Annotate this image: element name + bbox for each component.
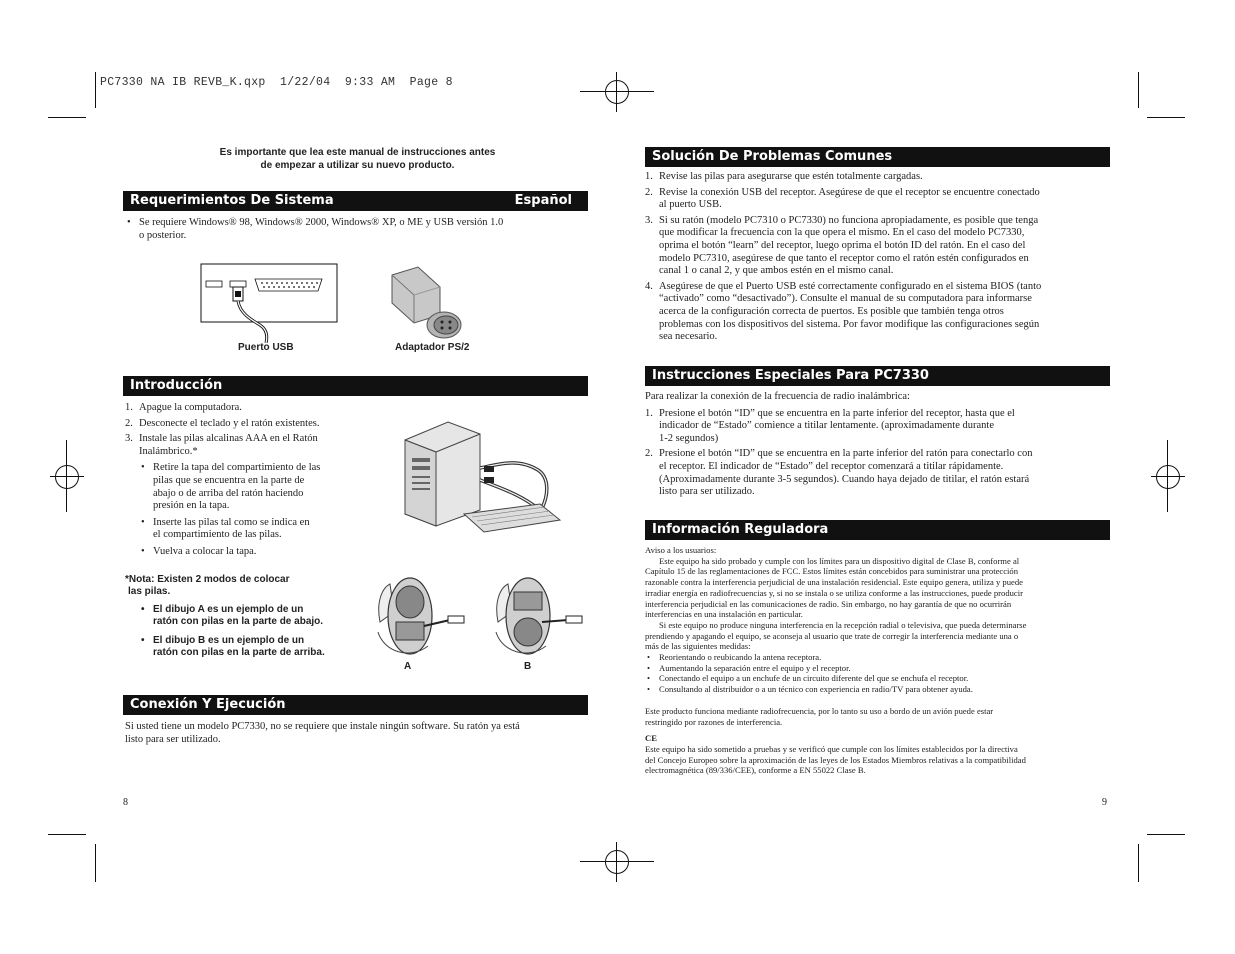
page-number-left: 8 [123,797,128,808]
list-item: • Vuelva a colocar la tapa. [141,545,257,557]
list-item: 1. Presione el botón “ID” que se encuentra en la parte inferior del receptor, hasta que el indicador de “Estado” comience a titilar lentamente. (aproximadamente durante 1-2 segundos) [645,407,1015,444]
list-item: • El dibujo B es un ejemplo de un ratón con pilas en la parte de arriba. [141,634,325,659]
intro-notice: Es importante que lea este manual de instrucciones antes de empezar a utilizar su nuevo producto. [219,147,496,171]
label-b: B [524,661,532,672]
list-item: • El dibujo A es un ejemplo de un ratón con pilas en la parte de abajo. [141,603,324,628]
section-header-regulatory [645,520,1110,540]
special-instructions: Para realizar la conexión de la frecuencia de radio inalámbrica: 1. Presione el botón “ID” que se encuentra en la parte inferior del receptor, hasta que el indicador de “Estado” comience a titilar lentamente. (aproximadamente durante 1-2 segundos) 2. Presione el botón “ID” que se encuentra en la parte inferior del ratón para conectarlo con el receptor. El indicador de “Estado” del receptor comenzará a titilar rápidamente. (Aproximadamente durante 3-5 segundos). Cuando haya dejado de titilar, el ratón estará listo para ser utilizado. [645,391,1110,499]
list-item: 4. Asegúrese de que el Puerto USB esté correctamente configurado en el sistema BIOS (tanto “activado” como “desactivado”). Consulte el manual de su computadora para informarse acerca de la configuración correcta de puertos. Es posible que también tenga otros problemas con los dispositivos del sistema. Por favor modifique las configuraciones según sea necesario. [645,280,1042,343]
language-label: Español [514,193,572,208]
crop-mark [48,117,86,118]
list-item: 1. Apague la computadora. [125,402,242,413]
section-title: Requerimientos De Sistema [130,193,334,208]
list-item: 2. Presione el botón “ID” que se encuentra en la parte inferior del ratón para conectarlo con el receptor. El indicador de “Estado” del receptor comenzará a titilar rápidamente. (Aproximadamente durante 3-5 segundos). Cuando haya dejado de titilar, el ratón estará listo para ser utilizado. [645,448,1033,498]
list-item: • Reorientando o reubicando la antena receptora. [647,652,822,663]
section-title: Introducción [130,378,223,393]
requirements-bullet: • Se requiere Windows® 98, Windows® 2000, Windows® XP, o ME y USB versión 1.0 o posterior. [127,217,504,241]
section-header-introduction [123,376,588,396]
crop-mark [1138,72,1139,108]
ce-heading: CE [645,733,657,744]
list-item: • Retire la tapa del compartimiento de las pilas que se encuentra en la parte de abajo o de arriba del ratón haciendo presión en la tapa. [141,462,321,512]
intro-steps [125,402,365,559]
list-item: • Aumentando la separación entre el equipo y el receptor. [647,662,851,673]
crop-mark [1147,834,1185,835]
list-item: 3. Instale las pilas alcalinas AAA en el Ratón Inalámbrico.* [125,433,318,457]
troubleshooting-list [645,171,1110,344]
crop-mark [1138,844,1139,882]
caption-usb-port: Puerto USB [238,342,294,353]
list-item: • Inserte las pilas tal como se indica en el compartimiento de las pilas. [141,516,310,541]
section-header-connection [123,695,588,715]
section-title: Instrucciones Especiales Para PC7330 [652,368,929,383]
section-header-troubleshooting [645,147,1110,167]
crop-mark [95,844,96,882]
section-title: Conexión Y Ejecución [130,697,286,712]
list-item: 1. Revise las pilas para asegurarse que estén totalmente cargadas. [645,171,923,182]
computer-tower-illustration [400,418,565,543]
page-number-right: 9 [1102,797,1107,808]
crop-mark [1147,117,1185,118]
regulatory-text: Aviso a los usuarios: Este equipo ha sido probado y cumple con los límites para un dispositivo digital de Clase B, conforme al Capítulo 15 de las reglamentaciones de FCC. Estos límites están concebidos para suministrar una protección razonable contra la interferencia perjudicial de una instalación residencial. Este equipo genera, utiliza y puede irradiar energía en radiofrecuencias y, si no se instala o se utiliza conforme a las instrucciones, puede producir interferencia perjudicial en las comunicaciones de radio. Sin embargo, no hay garantía de que no ocurrirán interferencias en una instalación en particular. Si este equipo no produce ninguna interferencia en la recepción radial o televisiva, que pueda determinarse prendiendo y apagando el equipo, se aconseja al usuario que trate de corregir la interferencia mediante una o más de las siguientes medidas: • Reorientando o reubicando la antena receptora. • Aumentando la separación entre el equipo y el receptor. • Conectando el equipo a un enchufe de un circuito diferente del que se enchufa el receptor. • Consultando al distribuidor o a un técnico con experiencia en radio/TV para obtener ayuda. Este producto funciona mediante radiofrecuencia, por lo tanto su uso a bordo de un avión puede estar restringido por razones de interferencia. CE Este equipo ha sido sometido a pruebas y se verificó que cumple con los límites establecidos por la directiva del Concejo Europeo sobre la aproximación de las leyes de los Estados Miembros relativas a la compatibilidad electromagnética (89/336/CEE), conforme a EN 55022 Clase B. [645,545,1115,776]
connection-text: Si usted tiene un modelo PC7330, no se requiere que instale ningún software. Su ratón ya está listo para ser utilizado. [125,721,520,745]
section-header-special-instructions [645,366,1110,386]
list-item: 3. Si su ratón (modelo PC7310 o PC7330) no funciona apropiadamente, es posible que tenga que modificar la frecuencia con la que opera el mismo. En el caso del modelo PC7330, oprima el botón “learn” del receptor, luego oprima el botón ID del ratón. En el caso del modelo PC7310, asegúrese de que tanto el receptor como el ratón estén configurados en canal 1 o canal 2, y que ambos estén en el mismo canal. [645,214,1039,277]
crop-mark [95,72,96,108]
crop-mark [48,834,86,835]
caption-ps2-adapter: Adaptador PS/2 [395,342,470,353]
mouse-illustration-a [370,572,470,662]
section-title: Solución De Problemas Comunes [652,149,893,164]
battery-note: *Nota: Existen 2 modos de colocar las pilas. • El dibujo A es un ejemplo de un ratón con pilas en la parte de abajo. • El dibujo B es un ejemplo de un ratón con pilas en la parte de arriba. [125,574,365,659]
ps2-adapter-illustration [388,265,468,340]
list-item: 2. Desconecte el teclado y el ratón existentes. [125,417,320,429]
usb-port-illustration [200,263,338,343]
section-title: Información Reguladora [652,522,829,537]
mouse-illustration-b [488,572,588,662]
list-item: • Consultando al distribuidor o a un técnico con experiencia en radio/TV para obtener ayuda. [647,684,973,695]
list-item: • Conectando el equipo a un enchufe de un circuito diferente del que se enchufa el receptor. [647,673,969,684]
section-header-requirements [123,191,588,211]
print-slug: PC7330 NA IB REVB_K.qxp 1/22/04 9:33 AM Page 8 [100,76,453,89]
list-item: 2. Revise la conexión USB del receptor. Asegúrese de que el receptor se encuentre conectado al puerto USB. [645,186,1040,211]
label-a: A [404,661,412,672]
